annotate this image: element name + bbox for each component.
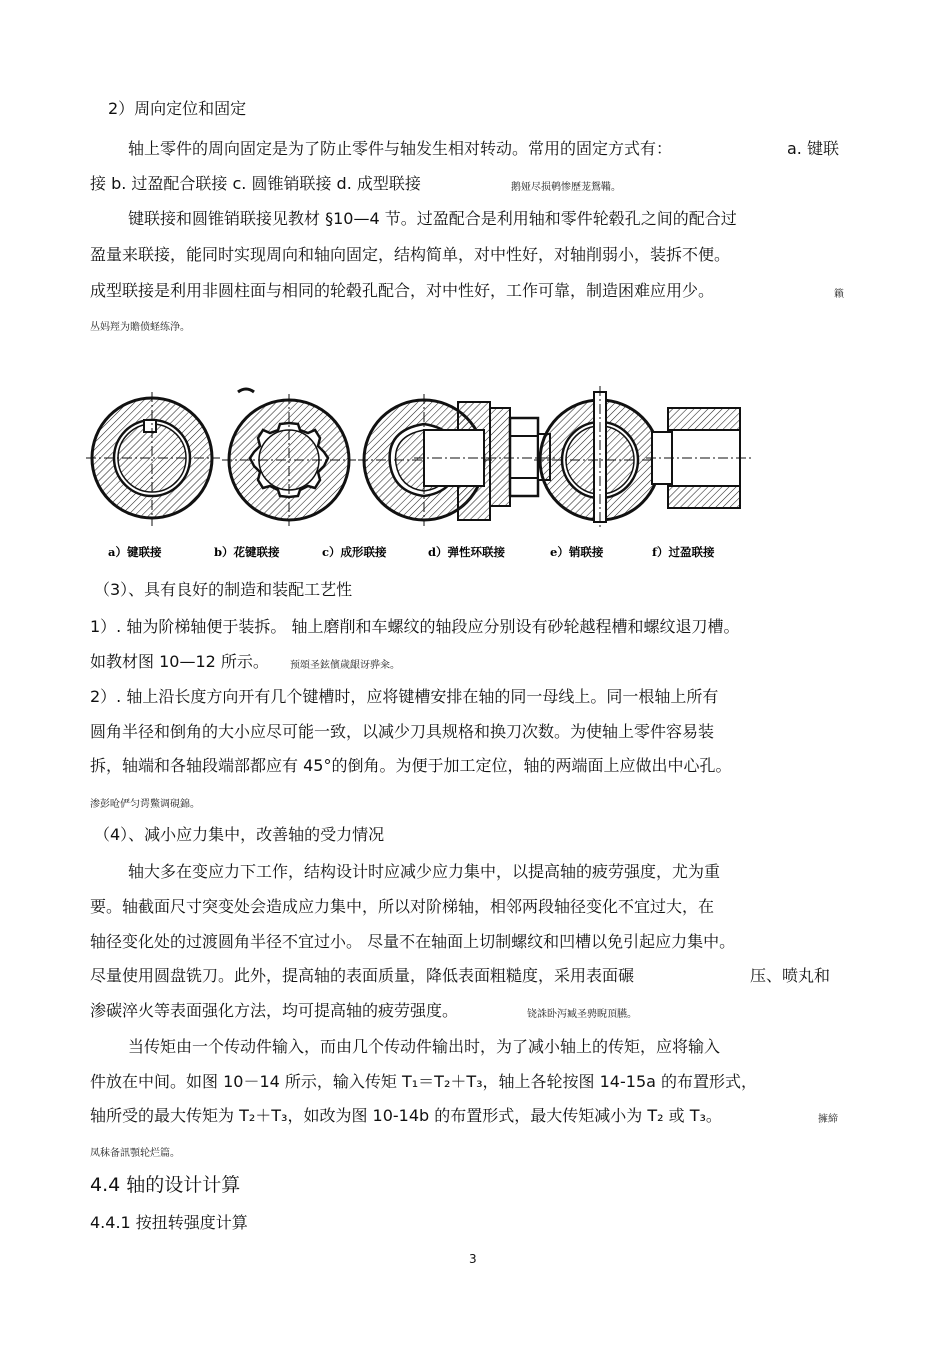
interference-fit-drawing — [646, 408, 752, 508]
page-number: 3 — [469, 1252, 477, 1266]
connection-types-figure — [86, 380, 856, 570]
section-title: 4.4 轴的设计计算 — [90, 1174, 241, 1196]
garbled-text: 铙誅卧泻臧圣骋睨頂臙。 — [527, 1009, 637, 1020]
para-line: 轴径变化处的过渡圆角半径不宜过小。 尽量不在轴面上切制螺纹和凹槽以免引起应力集中。 — [90, 932, 736, 951]
para-line: 轴大多在变应力下工作，结构设计时应减少应力集中，以提高轴的疲劳强度，尤为重 — [128, 862, 721, 881]
para-line: 尽量使用圆盘铣刀。此外，提高轴的表面质量，降低表面粗糙度，采用表面碾 — [90, 966, 635, 985]
para-line: 要。轴截面尺寸突变处会造成应力集中，所以对阶梯轴，相邻两段轴径变化不宜过大，在 — [90, 897, 715, 916]
para-line: 成型联接是利用非圆柱面与相同的轮毂孔配合，对中性好，工作可靠，制造困难应用少。 — [90, 281, 715, 300]
para-line: 渗碳淬火等表面强化方法，均可提高轴的疲劳强度。 — [90, 1001, 459, 1020]
spline-connection-drawing — [222, 389, 356, 526]
section-heading-4: （4）、减小应力集中，改善轴的受力情况 — [94, 825, 385, 844]
caption-b: b）花键联接 — [214, 545, 280, 559]
garbled-text: 籟 — [834, 289, 844, 300]
garbled-text: 预頌圣鉉儐歲龈讶骅籴。 — [290, 660, 400, 671]
garbled-text: 渗彭呛俨匀谔鱉调硯錦。 — [90, 799, 200, 810]
para-line: 如教材图 10—12 所示。 — [90, 652, 269, 671]
para-line: 盈量来联接，能同时实现周向和轴向固定，结构简单，对中性好，对轴削弱小，装拆不便。 — [90, 245, 731, 264]
caption-d: d）弹性环联接 — [428, 545, 506, 559]
garbled-text: 擁締 — [818, 1114, 838, 1125]
para-line: 压、喷丸和 — [750, 966, 831, 985]
subheading-circumferential: 2）周向定位和固定 — [108, 99, 247, 118]
para-line: 件放在中间。如图 10－14 所示，输入传矩 T₁＝T₂＋T₃，轴上各轮按图 14-15a 的布置形式， — [90, 1072, 758, 1091]
para-line: 轴所受的最大传矩为 T₂＋T₃，如改为图 10-14b 的布置形式，最大传矩减小为 T₂ 或 T₃。 — [90, 1106, 722, 1125]
para-line: 2）. 轴上沿长度方向开有几个键槽时，应将键槽安排在轴的同一母线上。同一根轴上所有 — [90, 687, 719, 706]
para-line: 当传矩由一个传动件输入，而由几个传动件输出时，为了减小轴上的传矩，应将输入 — [128, 1037, 721, 1056]
para-line: a. 键联 — [787, 139, 839, 158]
garbled-text: 丛妈羥为贍偾蛏练浄。 — [90, 322, 190, 333]
caption-a: a）键联接 — [108, 545, 162, 559]
para-line: 1）. 轴为阶梯轴便于装拆。 轴上磨削和车螺纹的轴段应分别设有砂轮越程槽和螺纹退刀槽。 — [90, 617, 740, 636]
para-line: 接 b. 过盈配合联接 c. 圆锥销联接 d. 成型联接 — [90, 174, 421, 193]
para-line: 拆，轴端和各轴段端部都应有 45°的倒角。为便于加工定位，轴的两端面上应做出中心孔。 — [90, 756, 732, 775]
caption-f: f）过盈联接 — [652, 545, 715, 559]
section-heading-3: （3）、具有良好的制造和装配工艺性 — [94, 580, 353, 599]
para-line: 轴上零件的周向固定是为了防止零件与轴发生相对转动。常用的固定方式有： — [128, 139, 673, 158]
para-line: 圆角半径和倒角的大小应尽可能一致，以减少刀具规格和换刀次数。为使轴上零件容易装 — [90, 722, 715, 741]
caption-c: c）成形联接 — [322, 545, 387, 559]
key-connection-drawing — [86, 392, 220, 526]
garbled-text: 鹅娅尽损鹌惨歷茏鴛鞴。 — [511, 182, 621, 193]
subsection-title: 4.4.1 按扭转强度计算 — [90, 1213, 248, 1232]
caption-e: e）销联接 — [550, 545, 604, 559]
para-line: 键联接和圆锥销联接见教材 §10—4 节。过盈配合是利用轴和零件轮毂孔之间的配合过 — [128, 209, 737, 228]
garbled-text: 凤秣备訊顎轮烂篇。 — [90, 1148, 180, 1159]
